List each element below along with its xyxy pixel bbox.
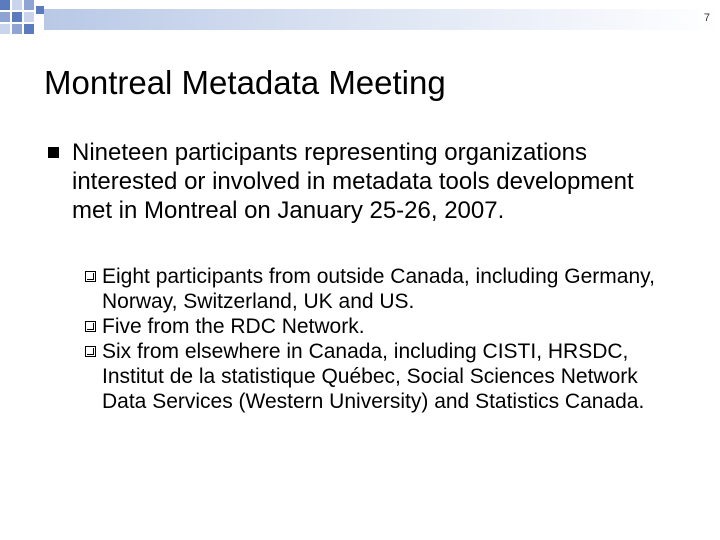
decor-square (12, 24, 22, 34)
decor-square (24, 0, 34, 10)
decor-square (24, 12, 34, 22)
hollow-square-bullet-icon (85, 346, 96, 357)
sub-bullet-item (85, 339, 675, 414)
square-bullet-icon (48, 147, 59, 158)
slide-title: Montreal Metadata Meeting (44, 64, 446, 101)
decor-square (0, 24, 10, 34)
sub-bullet-item (85, 264, 675, 314)
hollow-square-bullet-icon (85, 321, 96, 332)
sub-bullet-text: Six from elsewhere in Canada, including CISTI, HRSDC, Institut de la statistique Québec, Social Sciences Network Data Services (Western University) and Statistics Canada. (102, 340, 645, 413)
decor-square (0, 0, 10, 10)
decor-square (36, 6, 44, 14)
decor-square (0, 12, 10, 22)
main-bullet-text: Nineteen participants representing organizations interested or involved in metadata tools development met in Montreal on January 25-26, 2007. (72, 139, 634, 224)
page-number: 7 (703, 12, 710, 24)
sub-bullet-text: Five from the RDC Network. (102, 315, 365, 338)
decor-square (12, 0, 22, 10)
header-gradient-bar (44, 9, 720, 30)
decor-square (12, 12, 22, 22)
sub-bullet-item (85, 314, 675, 339)
sub-bullet-text: Eight participants from outside Canada, including Germany, Norway, Switzerland, UK and US. (102, 265, 655, 313)
main-bullet (48, 138, 668, 225)
header-decoration (0, 0, 720, 40)
sub-bullet-list (85, 264, 675, 414)
hollow-square-bullet-icon (85, 271, 96, 282)
decor-square (24, 24, 34, 34)
